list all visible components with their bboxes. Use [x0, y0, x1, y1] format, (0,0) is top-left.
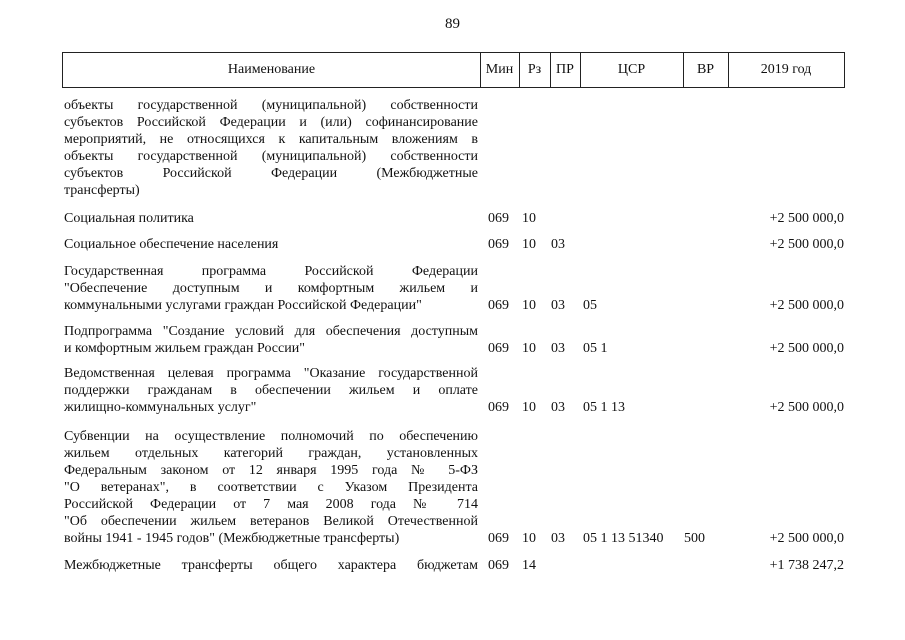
- cell-csr: 05 1: [583, 341, 608, 356]
- row-name-line: Федеральным законом от 12 января 1995 года № 5-ФЗ: [64, 463, 478, 478]
- row-name-line: объекты государственной (муниципальной) собственности: [64, 98, 478, 113]
- cell-rz: 10: [522, 237, 536, 252]
- cell-min: 069: [488, 558, 509, 573]
- cell-min: 069: [488, 211, 509, 226]
- cell-pr: 03: [551, 531, 565, 546]
- table-row: [0, 557, 905, 574]
- row-name-line: жилищно-коммунальных услуг": [64, 400, 257, 415]
- header-csr: ЦСР: [617, 62, 646, 77]
- cell-pr: 03: [551, 341, 565, 356]
- cell-rz: 10: [522, 211, 536, 226]
- table-row: [0, 323, 905, 357]
- row-name: [64, 365, 478, 416]
- row-name: [64, 428, 478, 547]
- cell-pr: 03: [551, 400, 565, 415]
- cell-sum: +1 738 247,2: [769, 558, 844, 573]
- row-name: [64, 236, 478, 253]
- cell-min: 069: [488, 531, 509, 546]
- cell-sum: +2 500 000,0: [769, 298, 844, 313]
- table-header: [62, 52, 845, 88]
- row-name-line: и комфортным жильем граждан России": [64, 341, 305, 356]
- row-name-line: коммунальными услугами граждан Российской Федерации": [64, 298, 422, 313]
- header-rz: Рз: [527, 62, 542, 77]
- row-name: [64, 557, 478, 574]
- cell-rz: 14: [522, 558, 536, 573]
- row-name-line: Межбюджетные трансферты общего характера бюджетам: [64, 558, 478, 573]
- cell-sum: +2 500 000,0: [769, 211, 844, 226]
- row-name-line: субъектов Российской Федерации и (или) софинансирование: [64, 115, 478, 130]
- table-row: [0, 236, 905, 253]
- row-name-line last-line: трансферты): [64, 183, 140, 198]
- row-name-line: "Обеспечение доступным и комфортным жильем и: [64, 281, 478, 296]
- row-name-line: Социальное обеспечение населения: [64, 237, 279, 252]
- table-row: [0, 210, 905, 227]
- row-name: [64, 97, 478, 199]
- cell-csr: 05 1 13: [583, 400, 625, 415]
- table-row: [0, 428, 905, 547]
- row-name-line: Российской Федерации от 7 мая 2008 года № 714: [64, 497, 478, 512]
- cell-min: 069: [488, 298, 509, 313]
- cell-rz: 10: [522, 341, 536, 356]
- row-name-line: "Об обеспечении жильем ветеранов Великой Отечественной: [64, 514, 478, 529]
- cell-rz: 10: [522, 531, 536, 546]
- table-row: [0, 263, 905, 314]
- header-pr: ПР: [556, 62, 574, 77]
- cell-csr: 05 1 13 51340: [583, 531, 664, 546]
- table-row: [0, 365, 905, 416]
- cell-sum: +2 500 000,0: [769, 531, 844, 546]
- cell-pr: 03: [551, 237, 565, 252]
- row-name-line: Подпрограмма "Создание условий для обеспечения доступным: [64, 324, 478, 339]
- cell-pr: 03: [551, 298, 565, 313]
- row-name-line: Ведомственная целевая программа "Оказание государственной: [64, 366, 478, 381]
- cell-sum: +2 500 000,0: [769, 400, 844, 415]
- header-vr: ВР: [696, 62, 715, 77]
- cell-min: 069: [488, 341, 509, 356]
- page-number: 89: [445, 16, 460, 32]
- cell-rz: 10: [522, 298, 536, 313]
- cell-sum: +2 500 000,0: [769, 237, 844, 252]
- header-min: Мин: [485, 62, 514, 77]
- row-name-line: войны 1941 - 1945 годов" (Межбюджетные трансферты): [64, 531, 400, 546]
- row-name-line: Социальная политика: [64, 211, 194, 226]
- row-name-line: жильем отдельных категорий граждан, установленных: [64, 446, 478, 461]
- row-name-line: "О ветеранах", в соответствии с Указом Президента: [64, 480, 478, 495]
- cell-min: 069: [488, 237, 509, 252]
- row-name-line: субъектов Российской Федерации (Межбюджетные: [64, 166, 478, 181]
- row-name: [64, 210, 478, 227]
- row-name-line: Государственная программа Российской Федерации: [64, 264, 478, 279]
- header-name: Наименование: [227, 62, 316, 77]
- row-name-line: объекты государственной (муниципальной) собственности: [64, 149, 478, 164]
- row-name-line: Субвенции на осуществление полномочий по обеспечению: [64, 429, 478, 444]
- row-name: [64, 323, 478, 357]
- cell-rz: 10: [522, 400, 536, 415]
- cell-vr: 500: [684, 531, 705, 546]
- table-row: [0, 97, 905, 199]
- row-name-line: мероприятий, не относящихся к капитальным вложениям в: [64, 132, 478, 147]
- row-name-line: поддержки гражданам в обеспечении жильем и оплате: [64, 383, 478, 398]
- header-year: 2019 год: [760, 62, 812, 77]
- cell-csr: 05: [583, 298, 597, 313]
- cell-min: 069: [488, 400, 509, 415]
- cell-sum: +2 500 000,0: [769, 341, 844, 356]
- row-name: [64, 263, 478, 314]
